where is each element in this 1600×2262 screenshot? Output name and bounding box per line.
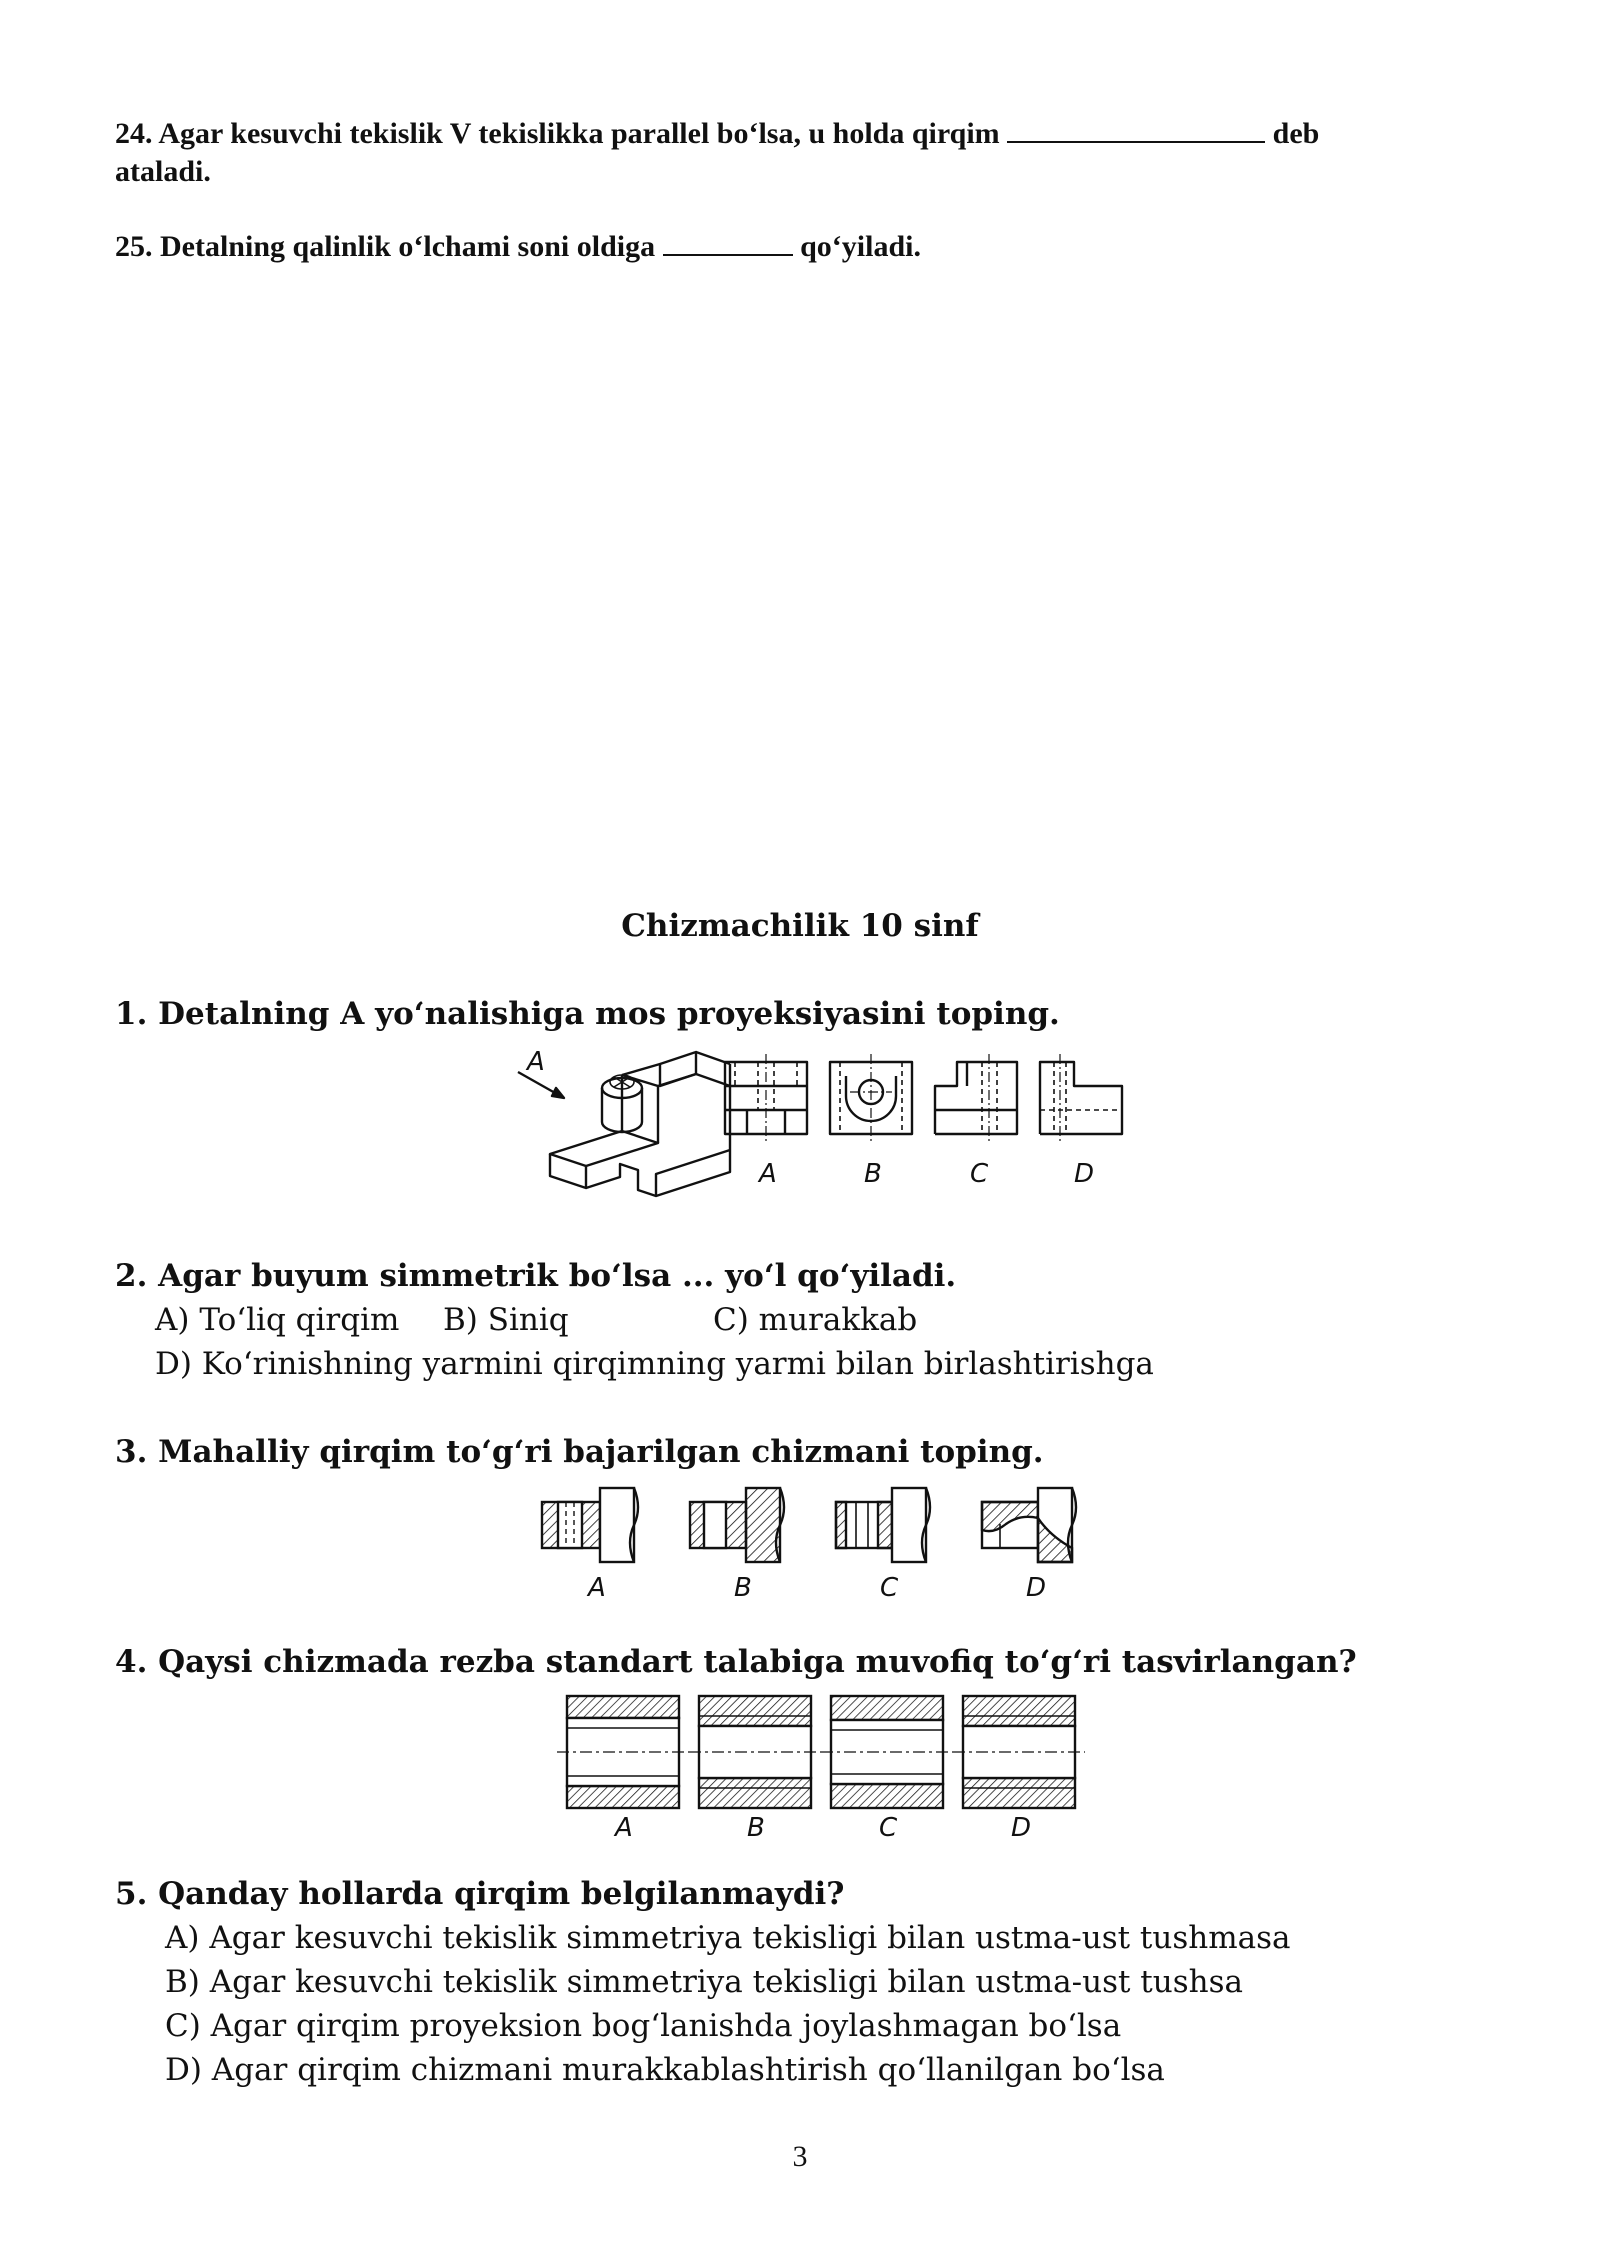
section-title: Chizmachilik 10 sinf <box>621 908 979 944</box>
question-25-text-after: qo‘yiladi. <box>800 230 921 263</box>
question-1: 1. Detalning A yo‘nalishiga mos proyeksiyasini toping. <box>115 996 1060 1032</box>
question-4: 4. Qaysi chizmada rezba standart talabiga muvofiq to‘g‘ri tasvirlangan? <box>115 1644 1357 1680</box>
option-b: B) Siniq <box>443 1302 569 1338</box>
question-24-text-line2: ataladi. <box>115 155 211 188</box>
option-a: A) Agar kesuvchi tekislik simmetriya tekisligi bilan ustma-ust tushmasa <box>165 1920 1291 1956</box>
figure-label-d: D <box>1074 1159 1095 1189</box>
figure-label-c: C <box>970 1159 989 1189</box>
question-2: 2. Agar buyum simmetrik bo‘lsa ... yo‘l qo‘yiladi. <box>115 1258 957 1294</box>
drawing-c <box>821 1696 953 1808</box>
figure-label-a: A <box>615 1813 633 1843</box>
option-b: B) Agar kesuvchi tekislik simmetriya tekisligi bilan ustma-ust tushsa <box>165 1964 1243 2000</box>
answer-blank <box>663 232 793 256</box>
drawing-a <box>557 1696 689 1808</box>
question-24-text: 24. Agar kesuvchi tekislik V tekislikka parallel bo‘lsa, u holda qirqim <box>115 117 1000 150</box>
figure-label-d: D <box>1026 1573 1047 1603</box>
figure-label-a: A <box>759 1159 777 1189</box>
page-number: 3 <box>792 2140 808 2173</box>
option-c: C) Agar qirqim proyeksion bog‘lanishda joylashmagan bo‘lsa <box>165 2008 1122 2044</box>
option-d: D) Ko‘rinishning yarmini qirqimning yarmi bilan birlashtirishga <box>155 1346 1154 1382</box>
question-3: 3. Mahalliy qirqim to‘g‘ri bajarilgan chizmani toping. <box>115 1434 1044 1470</box>
figure-label-b: B <box>864 1159 882 1189</box>
question-3-figure <box>530 1478 1110 1618</box>
question-24 <box>115 115 1415 191</box>
option-d: D) Agar qirqim chizmani murakkablashtirish qo‘llanilgan bo‘lsa <box>165 2052 1165 2088</box>
question-25-text: 25. Detalning qalinlik o‘lchami soni oldiga <box>115 230 656 263</box>
figure-label-c: C <box>879 1813 898 1843</box>
projection-c <box>935 1062 1017 1134</box>
arrow-label: A <box>527 1047 545 1077</box>
option-a: A) To‘liq qirqim <box>155 1302 400 1338</box>
question-5: 5. Qanday hollarda qirqim belgilanmaydi? <box>115 1876 845 1912</box>
projection-d <box>1040 1062 1122 1134</box>
isometric-detail <box>550 1131 658 1166</box>
option-c: C) murakkab <box>713 1302 918 1338</box>
question-4-figure <box>555 1686 1095 1846</box>
figure-label-d: D <box>1011 1813 1032 1843</box>
figure-label-b: B <box>747 1813 765 1843</box>
question-24-text-after: deb <box>1272 117 1320 150</box>
figure-label-b: B <box>734 1573 752 1603</box>
figure-label-a: A <box>588 1573 606 1603</box>
question-1-figure <box>510 1046 1140 1226</box>
drawing-d <box>953 1696 1085 1808</box>
question-25 <box>115 228 1415 266</box>
answer-blank <box>1007 119 1265 143</box>
drawing-b <box>689 1696 821 1808</box>
figure-label-c: C <box>880 1573 899 1603</box>
